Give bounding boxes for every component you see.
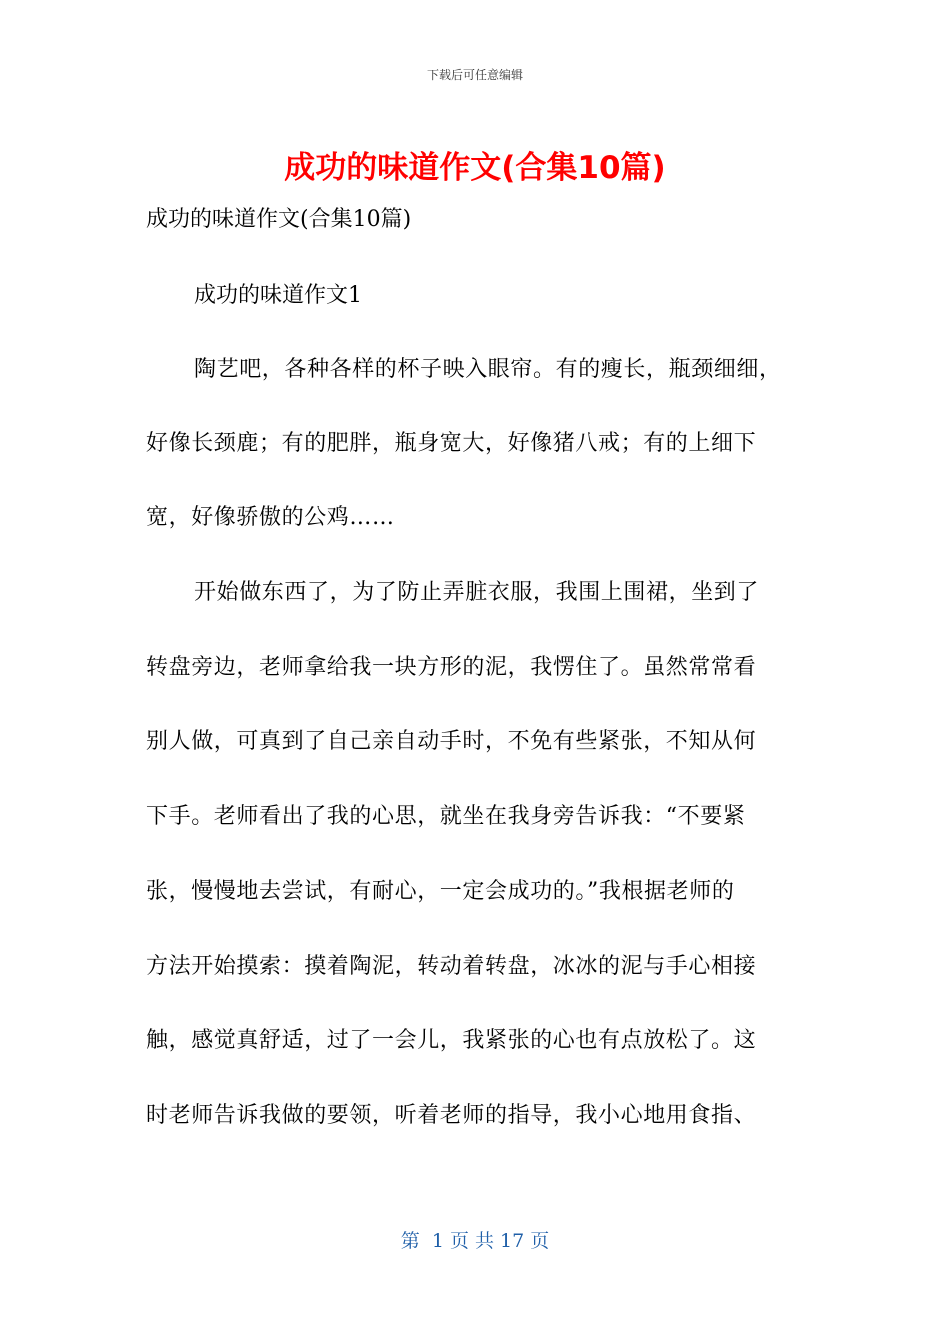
section-heading: 成功的味道作文1 [194, 283, 362, 308]
body-line: 别人做，可真到了自己亲自动手时，不免有些紧张，不知从何 [146, 729, 757, 754]
body-line: 开始做东西了，为了防止弄脏衣服，我围上围裙，坐到了 [194, 580, 760, 605]
page-header-note: 下载后可任意编辑 [426, 68, 523, 82]
document-title: 成功的味道作文(合集10篇) [284, 150, 666, 186]
body-line: 下手。老师看出了我的心思，就坐在我身旁告诉我：“不要紧 [146, 804, 746, 829]
body-line: 时老师告诉我做的要领，听着老师的指导，我小心地用食指、 [146, 1103, 757, 1128]
body-line: 陶艺吧，各种各样的杯子映入眼帘。有的瘦长，瓶颈细细， [194, 357, 782, 382]
body-line: 转盘旁边，老师拿给我一块方形的泥，我愣住了。虽然常常看 [146, 655, 757, 680]
document-subtitle: 成功的味道作文(合集10篇) [146, 207, 412, 232]
body-line: 触，感觉真舒适，过了一会儿，我紧张的心也有点放松了。这 [146, 1028, 757, 1053]
body-line: 张，慢慢地去尝试，有耐心，一定会成功的。”我根据老师的 [146, 879, 735, 904]
body-line: 宽，好像骄傲的公鸡…… [146, 505, 395, 530]
body-line: 方法开始摸索：摸着陶泥，转动着转盘，冰冰的泥与手心相接 [146, 954, 757, 979]
page-number-footer: 第 1 页 共 17 页 [400, 1230, 550, 1252]
body-line: 好像长颈鹿；有的肥胖，瓶身宽大，好像猪八戒；有的上细下 [146, 431, 757, 456]
